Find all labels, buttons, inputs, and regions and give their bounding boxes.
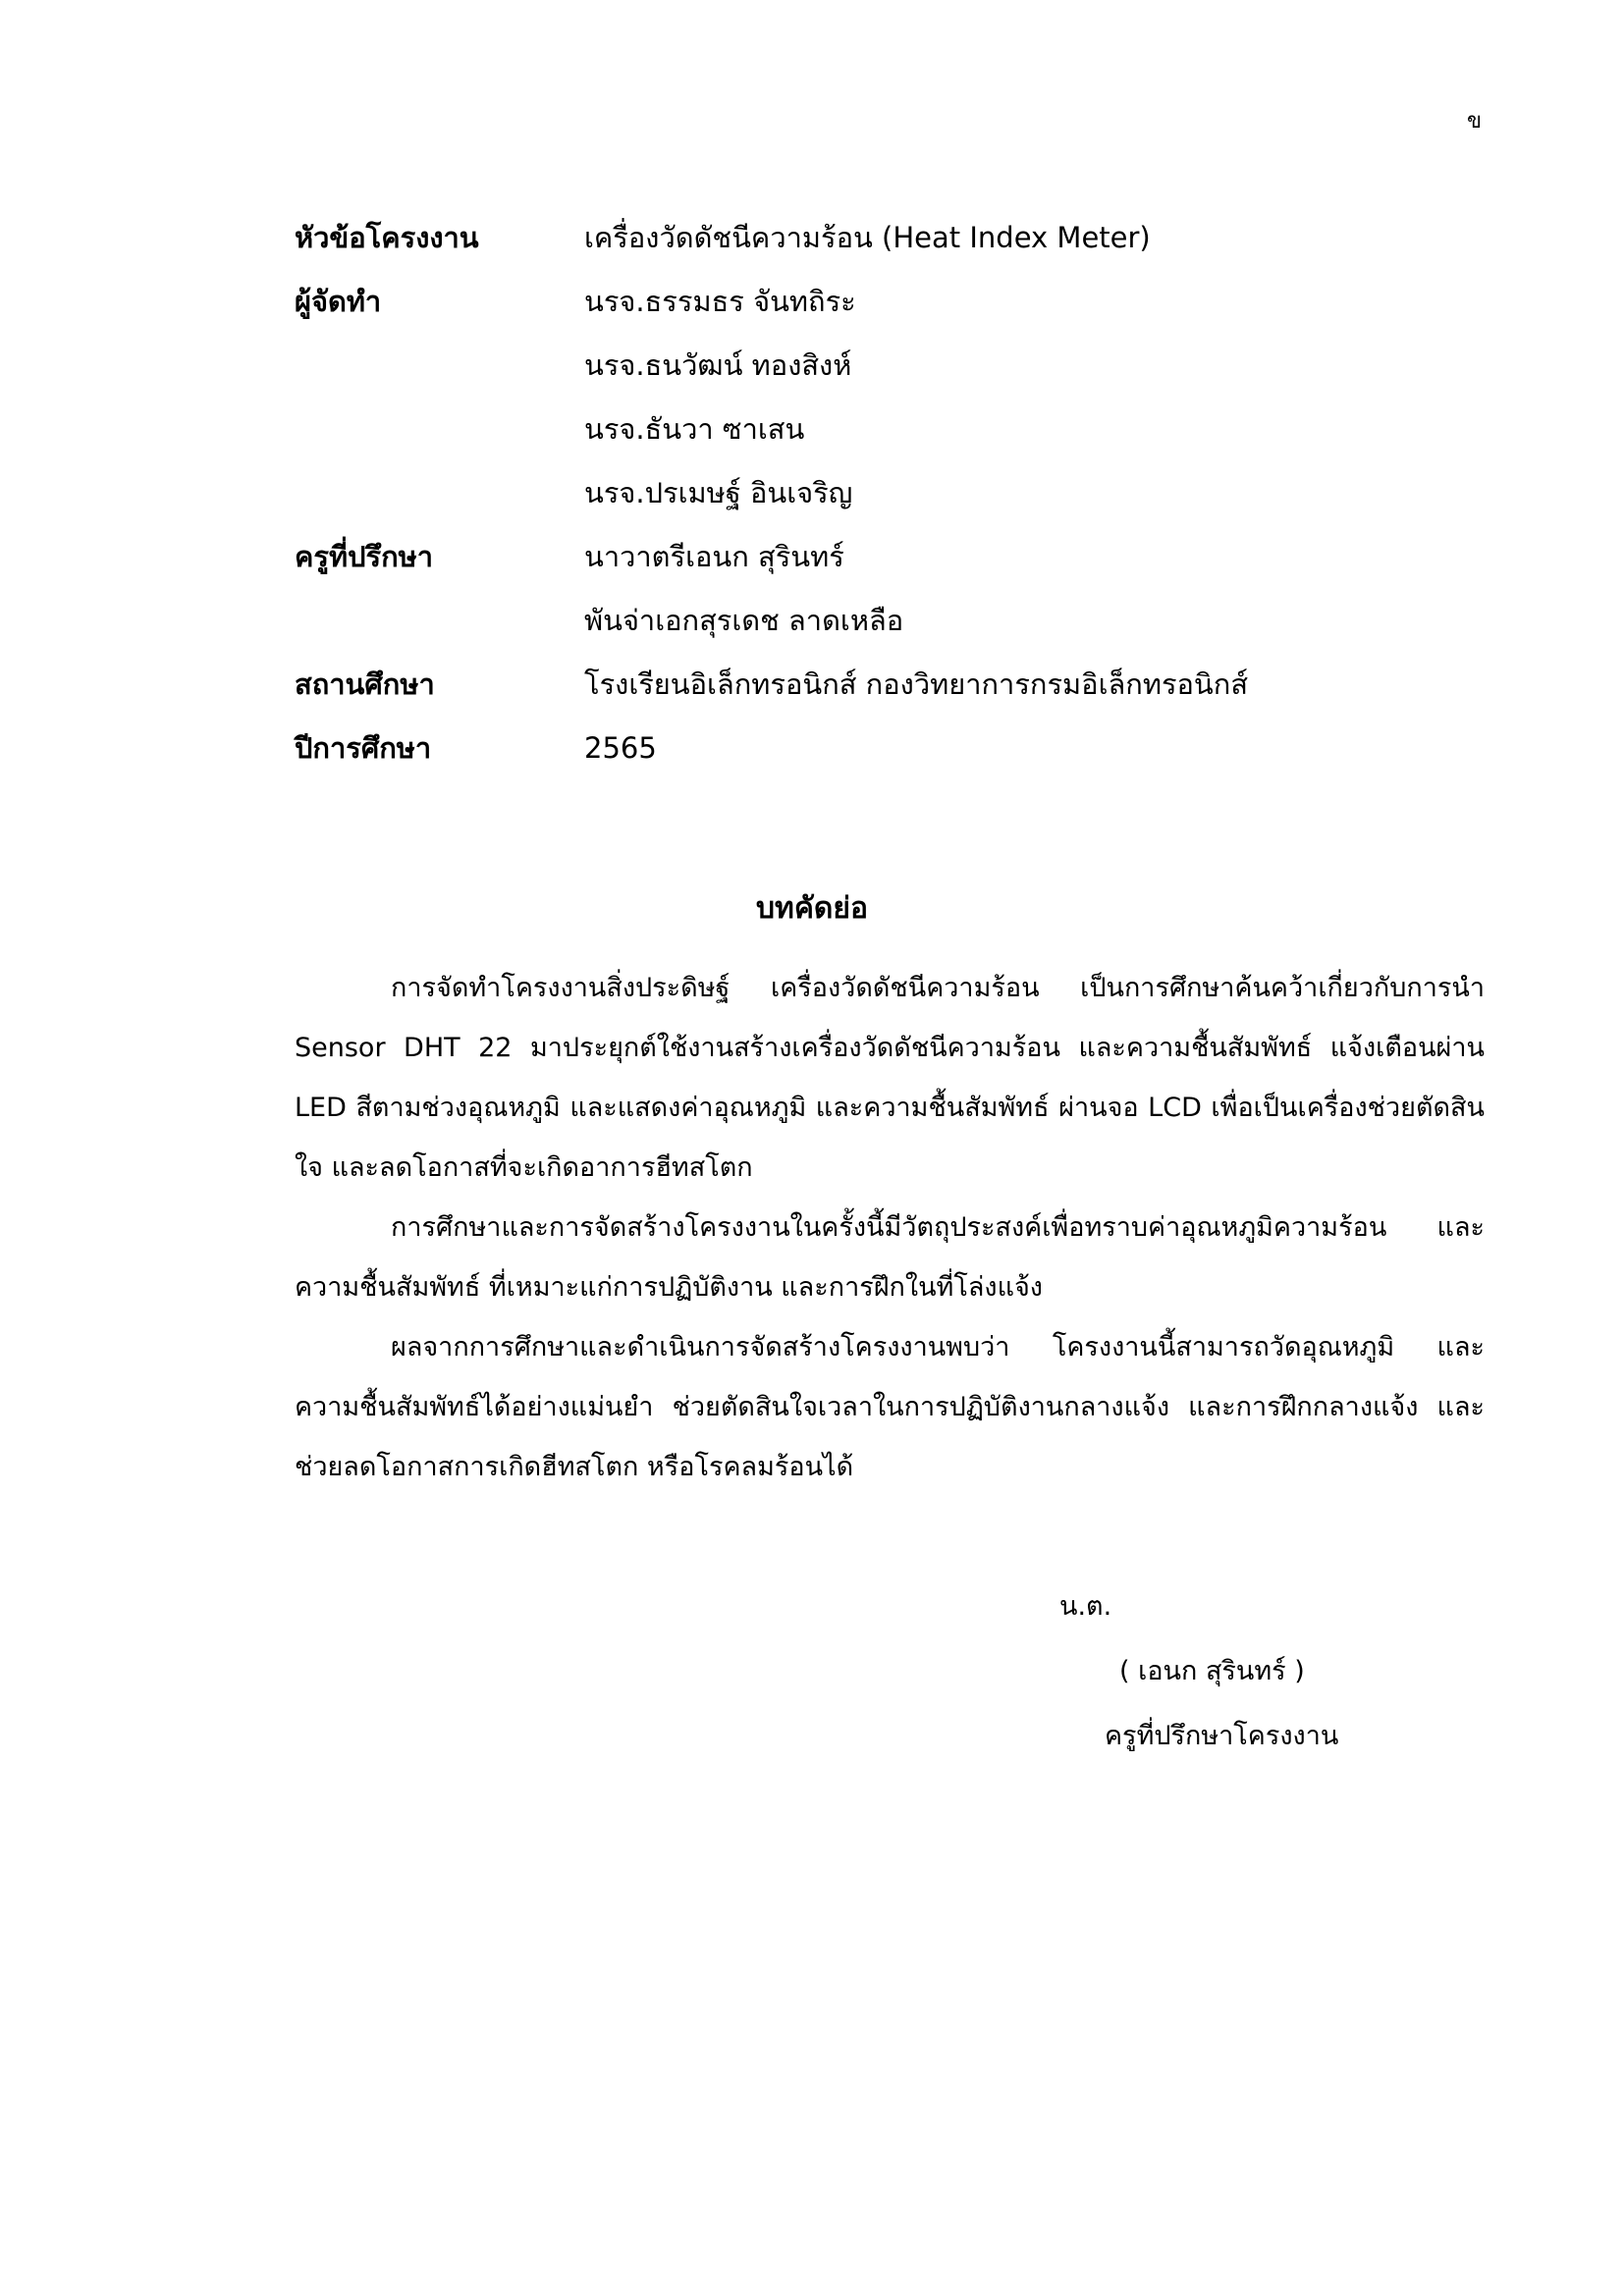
info-values bbox=[584, 653, 1492, 717]
info-values bbox=[584, 206, 1492, 270]
signature-position: ครูที่ปรึกษาโครงงาน bbox=[1105, 1721, 1339, 1751]
abstract-paragraph: การจัดทำโครงงานสิ่งประดิษฐ์ เครื่องวัดดัชนีความร้อน เป็นการศึกษาค้นคว้าเกี่ยวกับการนำ Sensor DHT 22 มาประยุกต์ใช้งานสร้างเครื่องวัดดัชนีความร้อน และความชื้นสัมพัทธ์ แจ้งเตือนผ่าน LED สีตามช่วงอุณหภูมิ และแสดงค่าอุณหภูมิ และความชื้นสัมพัทธ์ ผ่านจอ LCD เพื่อเป็นเครื่องช่วยตัดสินใจ และลดโอกาสที่จะเกิดอาการฮีทสโตก bbox=[295, 973, 1485, 1183]
info-label: สถานศึกษา bbox=[295, 667, 435, 701]
signature-rank: น.ต. bbox=[1059, 1591, 1112, 1622]
academic-year: 2565 bbox=[584, 731, 657, 765]
project-info bbox=[295, 206, 1492, 780]
info-values bbox=[584, 717, 1492, 780]
info-row-title bbox=[295, 206, 1492, 270]
info-row-advisors bbox=[295, 525, 1492, 653]
advisor-name: นาวาตรีเอนก สุรินทร์ bbox=[584, 540, 844, 573]
info-row-year bbox=[295, 717, 1492, 780]
signature-name: ( เอนก สุรินทร์ ) bbox=[1119, 1656, 1305, 1686]
info-values bbox=[584, 525, 1492, 653]
abstract-paragraph: การศึกษาและการจัดสร้างโครงงานในครั้งนี้มีวัตถุประสงค์เพื่อทราบค่าอุณหภูมิความร้อน และความชื้นสัมพัทธ์ ที่เหมาะแก่การปฏิบัติงาน และการฝึกในที่โล่งแจ้ง bbox=[295, 1212, 1485, 1303]
info-row-school bbox=[295, 653, 1492, 717]
info-label: ปีการศึกษา bbox=[295, 731, 432, 765]
info-row-authors bbox=[295, 270, 1492, 525]
school-name: โรงเรียนอิเล็กทรอนิกส์ กองวิทยาการกรมอิเล็กทรอนิกส์ bbox=[584, 667, 1249, 701]
advisor-name: พันจ่าเอกสุรเดช ลาดเหลือ bbox=[584, 604, 904, 637]
project-title: เครื่องวัดดัชนีความร้อน (Heat Index Meter) bbox=[584, 221, 1151, 254]
info-label: หัวข้อโครงงาน bbox=[295, 221, 479, 254]
info-label: ครูที่ปรึกษา bbox=[295, 540, 434, 573]
page-number: ข bbox=[1467, 109, 1483, 133]
author-name: นรจ.ธนวัฒน์ ทองสิงห์ bbox=[584, 348, 852, 382]
abstract-paragraph: ผลจากการศึกษาและดำเนินการจัดสร้างโครงงานพบว่า โครงงานนี้สามารถวัดอุณหภูมิ และความชื้นสัมพัทธ์ได้อย่างแม่นยำ ช่วยตัดสินใจเวลาในการปฏิบัติงานกลางแจ้ง และการฝึกกลางแจ้ง และช่วยลดโอกาสการเกิดฮีทสโตก หรือโรคลมร้อนได้ bbox=[295, 1332, 1485, 1482]
abstract-body bbox=[295, 958, 1485, 1497]
abstract-title: บทคัดย่อ bbox=[756, 891, 868, 926]
author-name: นรจ.ธรรมธร จันทถิระ bbox=[584, 285, 856, 318]
info-label: ผู้จัดทำ bbox=[295, 285, 382, 318]
author-name: นรจ.ธันวา ซาเสน bbox=[584, 412, 805, 446]
signature-block bbox=[982, 1575, 1492, 1769]
info-values bbox=[584, 270, 1492, 525]
author-name: นรจ.ปรเมษฐ์ อินเจริญ bbox=[584, 476, 853, 509]
